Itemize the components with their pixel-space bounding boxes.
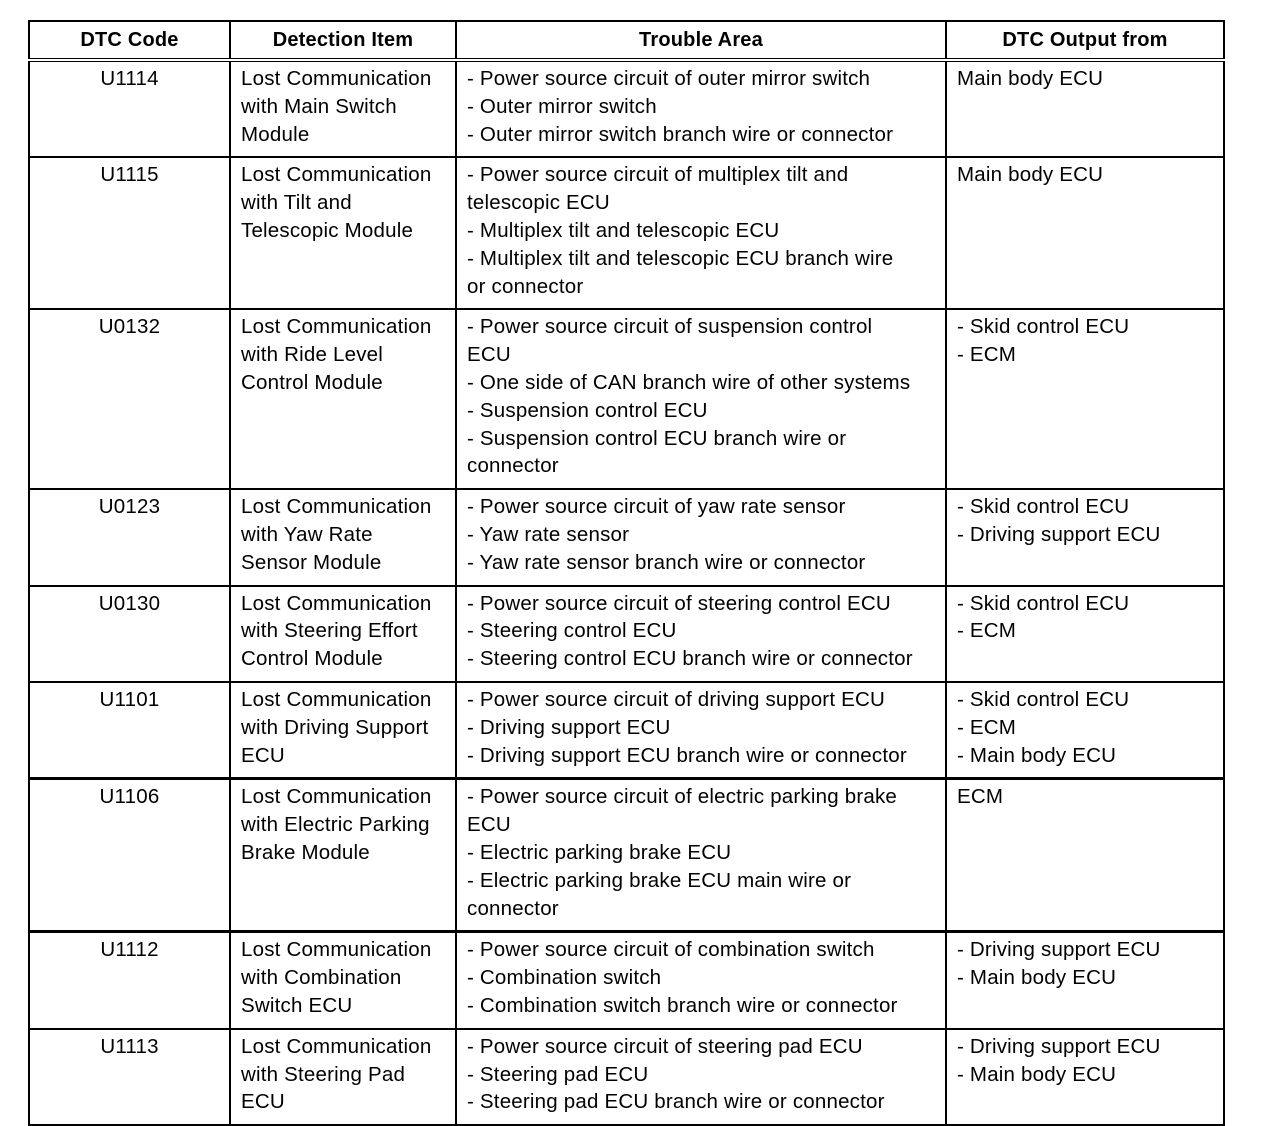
output-line: Main body ECU <box>957 67 1104 90</box>
area-line: telescopic ECU <box>467 191 610 215</box>
detection-item-cell <box>230 932 456 1029</box>
output-line: - ECM <box>957 343 1017 367</box>
trouble-area-cell <box>456 60 946 157</box>
area-line: - Electric parking brake ECU main wire or <box>467 868 852 892</box>
dtc-output-cell <box>946 157 1224 309</box>
area-line: connector <box>467 454 559 478</box>
detection-item-cell <box>230 157 456 309</box>
output-line: - Main body ECU <box>957 1062 1117 1086</box>
item-line: Lost Communication <box>241 315 432 339</box>
area-line: - Steering control ECU <box>467 619 677 643</box>
item-line: with Yaw Rate <box>241 522 373 546</box>
area-line: - Multiplex tilt and telescopic ECU <box>467 218 780 242</box>
dtc-output-cell <box>946 309 1224 489</box>
area-line: - Power source circuit of multiplex tilt and <box>467 163 849 187</box>
area-line: - Multiplex tilt and telescopic ECU branch wire <box>467 246 894 270</box>
trouble-area-cell <box>456 932 946 1029</box>
table-row <box>29 682 1224 779</box>
dtc-code-cell: U1101 <box>29 682 230 779</box>
item-line: Lost Communication <box>241 785 432 809</box>
area-line: - Power source circuit of yaw rate sensor <box>467 495 846 519</box>
dtc-output-cell <box>946 60 1224 157</box>
item-line: Lost Communication <box>241 591 432 615</box>
item-line: Lost Communication <box>241 938 432 962</box>
header-dtc-output-from: DTC Output from <box>946 21 1224 60</box>
area-line: - Steering pad ECU <box>467 1062 649 1086</box>
area-line: - One side of CAN branch wire of other systems <box>467 370 911 394</box>
item-line: Lost Communication <box>241 495 432 519</box>
area-line: - Power source circuit of steering pad ECU <box>467 1034 863 1058</box>
trouble-area-cell <box>456 682 946 779</box>
area-line: - Power source circuit of suspension control <box>467 315 873 339</box>
header-dtc-code: DTC Code <box>29 21 230 60</box>
item-line: Lost Communication <box>241 687 432 711</box>
area-line: - Electric parking brake ECU <box>467 840 732 864</box>
table-body <box>29 60 1224 1125</box>
area-line: - Driving support ECU branch wire or connector <box>467 743 907 767</box>
dtc-code-cell: U0130 <box>29 586 230 682</box>
table-header <box>29 21 1224 60</box>
area-line: - Outer mirror switch <box>467 94 657 118</box>
area-line: - Steering control ECU branch wire or connector <box>467 647 913 671</box>
dtc-table <box>28 20 1225 1126</box>
trouble-area-cell <box>456 586 946 682</box>
area-line: - Steering pad ECU branch wire or connector <box>467 1090 885 1114</box>
output-line: ECM <box>957 785 1004 809</box>
item-line: Telescopic Module <box>241 218 414 242</box>
area-line: - Outer mirror switch branch wire or connector <box>467 122 894 146</box>
output-line: - ECM <box>957 619 1017 643</box>
area-line: - Suspension control ECU branch wire or <box>467 426 847 450</box>
table-row <box>29 309 1224 489</box>
output-line: - Skid control ECU <box>957 687 1130 711</box>
area-line: ECU <box>467 813 511 837</box>
item-line: with Combination <box>241 966 402 990</box>
item-line: with Tilt and <box>241 191 352 215</box>
area-line: ECU <box>467 343 511 367</box>
item-line: Brake Module <box>241 840 370 864</box>
header-detection-item: Detection Item <box>230 21 456 60</box>
dtc-code-cell: U0132 <box>29 309 230 489</box>
area-line: - Power source circuit of electric parking brake <box>467 785 898 809</box>
output-line: - Skid control ECU <box>957 315 1130 339</box>
dtc-output-cell <box>946 682 1224 779</box>
dtc-code-cell: U1112 <box>29 932 230 1029</box>
trouble-area-cell <box>456 779 946 932</box>
area-line: - Combination switch <box>467 966 662 990</box>
table-row <box>29 60 1224 157</box>
area-line: - Power source circuit of outer mirror switch <box>467 67 871 90</box>
area-line: - Suspension control ECU <box>467 398 708 422</box>
item-line: with Steering Effort <box>241 619 418 643</box>
item-line: ECU <box>241 743 285 767</box>
area-line: - Power source circuit of driving support ECU <box>467 687 886 711</box>
item-line: with Main Switch <box>241 94 397 118</box>
detection-item-cell <box>230 60 456 157</box>
item-line: Control Module <box>241 370 383 394</box>
output-line: - Skid control ECU <box>957 591 1130 615</box>
trouble-area-cell <box>456 309 946 489</box>
item-line: Switch ECU <box>241 993 353 1017</box>
output-line: - Driving support ECU <box>957 1034 1161 1058</box>
area-line: - Driving support ECU <box>467 715 671 739</box>
trouble-area-cell <box>456 1029 946 1125</box>
item-line: with Steering Pad <box>241 1062 406 1086</box>
item-line: Lost Communication <box>241 1034 432 1058</box>
dtc-output-cell <box>946 932 1224 1029</box>
dtc-output-cell <box>946 1029 1224 1125</box>
header-trouble-area: Trouble Area <box>456 21 946 60</box>
trouble-area-cell <box>456 489 946 585</box>
detection-item-cell <box>230 779 456 932</box>
item-line: with Ride Level <box>241 343 384 367</box>
output-line: Main body ECU <box>957 163 1104 187</box>
detection-item-cell <box>230 1029 456 1125</box>
detection-item-cell <box>230 682 456 779</box>
dtc-output-cell <box>946 586 1224 682</box>
table-row <box>29 489 1224 585</box>
area-line: - Power source circuit of steering control ECU <box>467 591 891 615</box>
table-row <box>29 1029 1224 1125</box>
item-line: Control Module <box>241 647 383 671</box>
dtc-output-cell <box>946 779 1224 932</box>
item-line: Lost Communication <box>241 67 432 90</box>
detection-item-cell <box>230 489 456 585</box>
header-row <box>29 21 1224 60</box>
dtc-code-cell: U1106 <box>29 779 230 932</box>
table-row <box>29 586 1224 682</box>
area-line: connector <box>467 896 559 920</box>
area-line: - Yaw rate sensor branch wire or connector <box>467 550 866 574</box>
dtc-code-cell: U1115 <box>29 157 230 309</box>
dtc-code-cell: U1114 <box>29 60 230 157</box>
output-line: - ECM <box>957 715 1017 739</box>
detection-item-cell <box>230 309 456 489</box>
output-line: - Main body ECU <box>957 743 1117 767</box>
item-line: Lost Communication <box>241 163 432 187</box>
area-line: - Combination switch branch wire or connector <box>467 993 898 1017</box>
output-line: - Driving support ECU <box>957 522 1161 546</box>
item-line: Module <box>241 122 310 146</box>
dtc-code-cell: U0123 <box>29 489 230 585</box>
dtc-code-cell: U1113 <box>29 1029 230 1125</box>
table-row <box>29 157 1224 309</box>
output-line: - Main body ECU <box>957 966 1117 990</box>
output-line: - Skid control ECU <box>957 495 1130 519</box>
detection-item-cell <box>230 586 456 682</box>
item-line: with Driving Support <box>241 715 429 739</box>
area-line: - Power source circuit of combination switch <box>467 938 875 962</box>
item-line: ECU <box>241 1090 285 1114</box>
dtc-output-cell <box>946 489 1224 585</box>
area-line: or connector <box>467 274 584 298</box>
output-line: - Driving support ECU <box>957 938 1161 962</box>
item-line: Sensor Module <box>241 550 382 574</box>
item-line: with Electric Parking <box>241 813 430 837</box>
table-row <box>29 779 1224 932</box>
area-line: - Yaw rate sensor <box>467 522 630 546</box>
trouble-area-cell <box>456 157 946 309</box>
table-row <box>29 932 1224 1029</box>
